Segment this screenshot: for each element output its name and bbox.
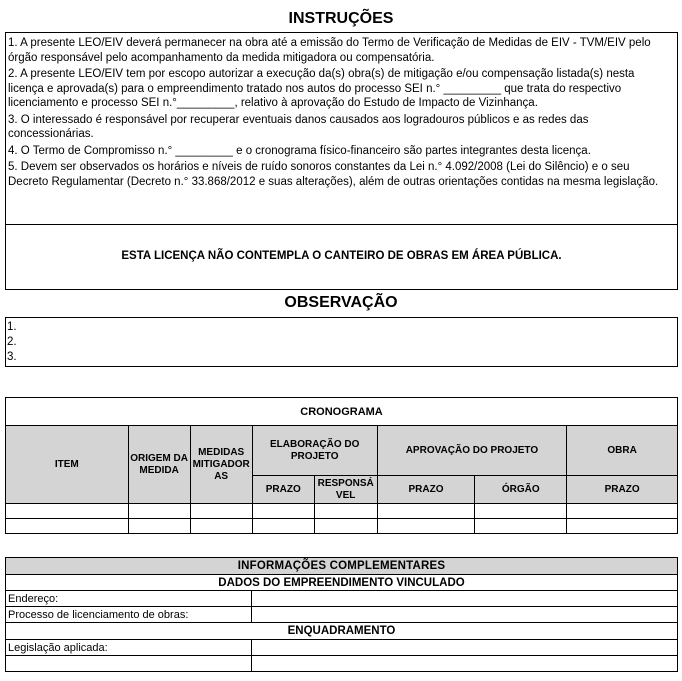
col-origem: ORIGEM DA MEDIDA xyxy=(128,426,190,504)
observation-line: 2. xyxy=(7,336,17,348)
legislacao-value xyxy=(251,640,677,656)
instruction-item: 5. Devem ser observados os horários e níveis de ruído sonoros constantes da Lei n.° 4.092/2008 (Lei do Silêncio) e o seu Decreto Regulamentar (Decreto n.° 33.868/2012 e suas alterações), além de outras orientações contidas na mesma legislação. xyxy=(8,161,659,188)
table-row xyxy=(6,504,678,519)
info-table xyxy=(5,557,678,672)
observation-line: 3. xyxy=(7,351,17,363)
col-obra-prazo: PRAZO xyxy=(567,476,678,504)
processo-value xyxy=(251,607,677,623)
col-obra: OBRA xyxy=(567,426,678,476)
col-elaboracao-prazo: PRAZO xyxy=(252,476,314,504)
col-responsavel: RESPONSÁ VEL xyxy=(314,476,377,504)
observation-box xyxy=(5,317,678,367)
public-area-notice: ESTA LICENÇA NÃO CONTEMPLA O CANTEIRO DE OBRAS EM ÁREA PÚBLICA. xyxy=(121,250,562,262)
instructions-divider xyxy=(6,224,677,225)
col-elaboracao: ELABORAÇÃO DO PROJETO xyxy=(252,426,377,476)
col-medidas: MEDIDAS MITIGADOR AS xyxy=(190,426,252,504)
instruction-item: 1. A presente LEO/EIV deverá permanecer na obra até a emissão do Termo de Verificação de Medidas de EIV - TVM/EIV pelo órgão responsável pelo acompanhamento da medida mitigadora ou compensatória. xyxy=(8,37,651,64)
legislacao-extra-value xyxy=(251,656,677,672)
legislacao-label: Legislação aplicada: xyxy=(6,640,252,656)
endereco-label: Endereço: xyxy=(6,591,252,607)
col-aprovacao-prazo: PRAZO xyxy=(377,476,475,504)
instruction-item: 3. O interessado é responsável por recuperar eventuais danos causados aos logradouros públicos e as redes das concessionárias. xyxy=(8,113,589,140)
instruction-item: 4. O Termo de Compromisso n.° _________ e o cronograma físico-financeiro são partes integrantes desta licença. xyxy=(8,144,591,157)
cronograma-table xyxy=(5,397,678,534)
observation-title: OBSERVAÇÃO xyxy=(284,294,398,311)
endereco-value xyxy=(251,591,677,607)
col-item: ITEM xyxy=(6,426,129,504)
instruction-item: 2. A presente LEO/EIV tem por escopo autorizar a execução da(s) obra(s) de mitigação e/ou compensação listada(s) nesta licença e aprovada(s) para o empreendimento tratado nos autos do processo SEI n.° _________ que trata do respectivo licenciamento e processo SEI n.°_________, relativo à aprovação do Estudo de Impacto de Vizinhança. xyxy=(8,68,635,109)
info-title: INFORMAÇÕES COMPLEMENTARES xyxy=(6,558,678,575)
info-section-enquadramento: ENQUADRAMENTO xyxy=(6,623,678,640)
legislacao-extra xyxy=(6,656,252,672)
info-section-empreendimento: DADOS DO EMPREENDIMENTO VINCULADO xyxy=(6,575,678,591)
processo-label: Processo de licenciamento de obras: xyxy=(6,607,252,623)
table-row xyxy=(6,519,678,534)
cronograma-title: CRONOGRAMA xyxy=(6,398,678,426)
instructions-title: INSTRUÇÕES xyxy=(288,10,394,27)
instructions-list xyxy=(8,36,672,189)
col-aprovacao: APROVAÇÃO DO PROJETO xyxy=(377,426,567,476)
col-orgao: ÓRGÃO xyxy=(475,476,567,504)
observation-line: 1. xyxy=(7,321,17,333)
instructions-box xyxy=(5,32,678,290)
